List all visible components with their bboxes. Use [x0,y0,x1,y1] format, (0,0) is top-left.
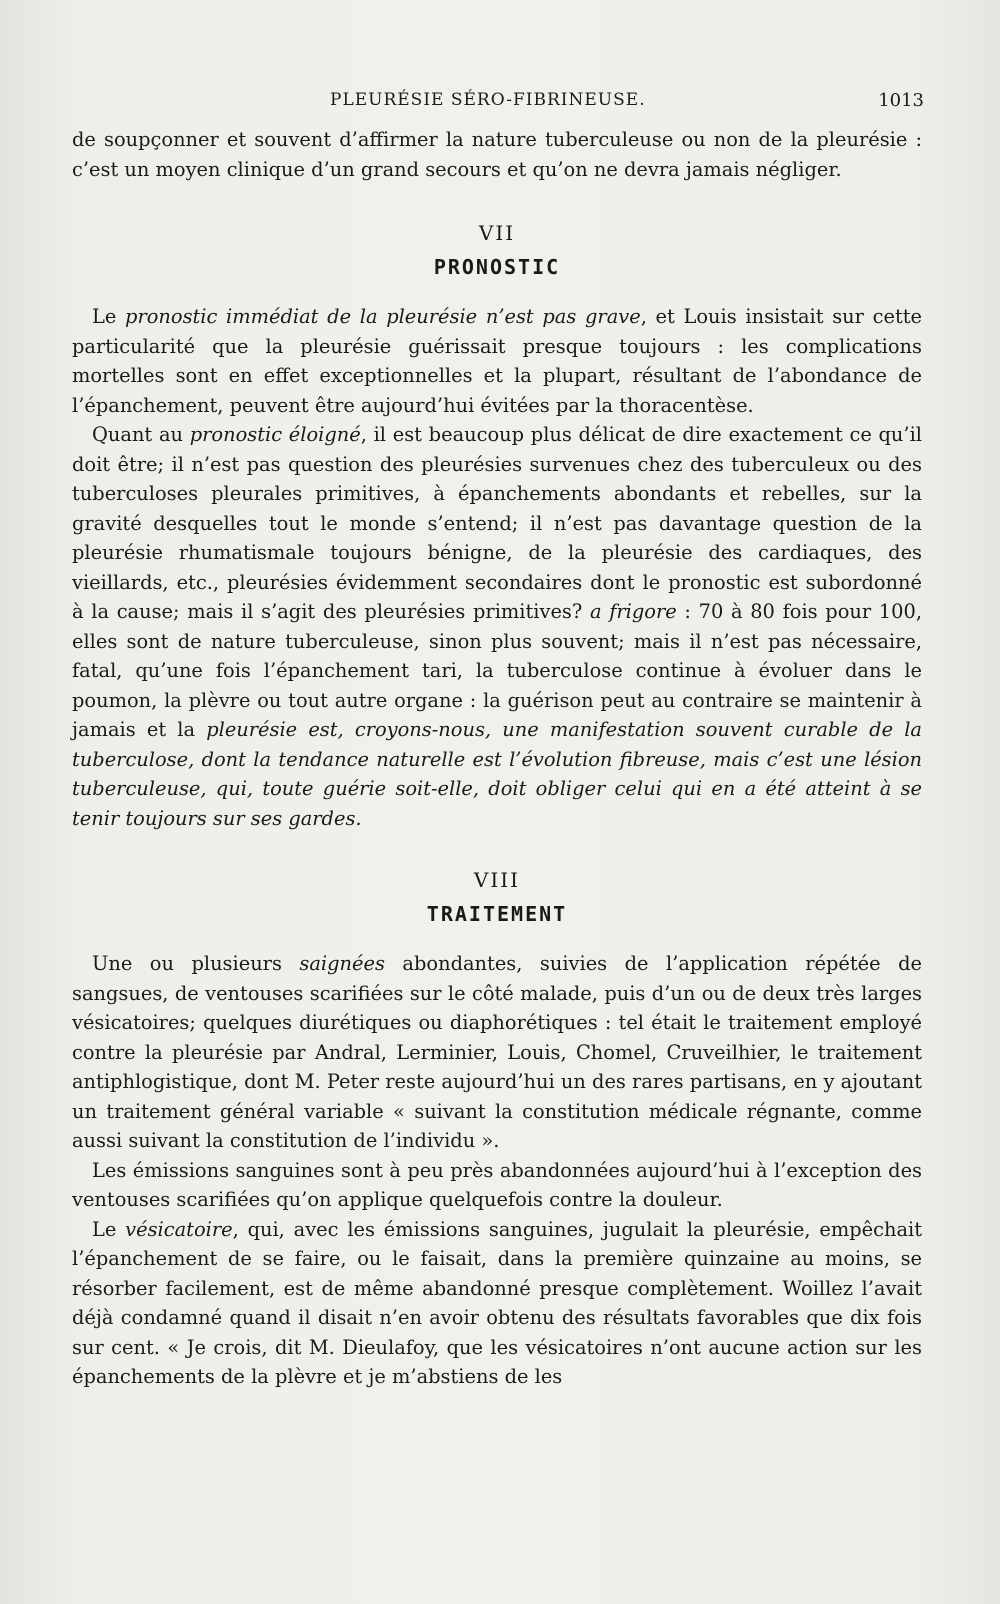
running-title: PLEURÉSIE SÉRO-FIBRINEUSE. [330,90,646,110]
intro-paragraph: de soupçonner et souvent d’affirmer la nature tuberculeuse ou non de la pleurésie : c’est un moyen clinique d’un grand secours et qu’on ne devra jamais négliger. [72,128,922,181]
section-title-traitement: TRAITEMENT [426,902,568,926]
pronostic-paragraph-1: Le pronostic immédiat de la pleurésie n’est pas grave, et Louis insistait sur cette particularité que la pleurésie guérissait presque toujours : les complications mortelles sont en effet exceptionnelles et la plupart, résultant de l’abondance de l’épanchement, peuvent être aujourd’hui évitées par la thoracentèse. [72,305,922,417]
traitement-paragraph-1: Une ou plusieurs saignées abondantes, suivies de l’application répétée de sangsues, de ventouses scarifiées sur le côté malade, puis d’un ou de deux très larges vésicatoires; quelques diurétiques ou diaphorétiques : tel était le traitement employé contre la pleurésie par Andral, Lerminier, Louis, Chomel, Cruveilhier, le traitement antiphlogistique, dont M. Peter reste aujourd’hui un des rares partisans, en y ajoutant un traitement général variable « suivant la constitution médicale régnante, comme aussi suivant la constitution de l’individu ». [72,952,922,1152]
body-text [72,125,922,1392]
pronostic-paragraph-2: Quant au pronostic éloigné, il est beaucoup plus délicat de dire exactement ce qu’il doit être; il n’est pas question des pleurésies survenues chez des tuberculeux ou des tuberculoses pleurales primitives, à épanchements abondants et rebelles, sur la gravité desquelles tout le monde s’entend; il n’est pas davantage question de la pleurésie rhumatismale toujours bénigne, de la pleurésie des cardiaques, des vieillards, etc., pleurésies évidemment secondaires dont le pronostic est subordonné à la cause; mais il s’agit des pleurésies primitives? a frigore : 70 à 80 fois pour 100, elles sont de nature tuberculeuse, sinon plus souvent; mais il n’est pas nécessaire, fatal, qu’une fois l’épanchement tari, la tuberculose continue à évoluer dans le poumon, la plèvre ou tout autre organe : la guérison peut au contraire se maintenir à jamais et la pleurésie est, croyons-nous, une manifestation souvent curable de la tuberculose, dont la tendance naturelle est l’évolution fibreuse, mais c’est une lésion tuberculeuse, qui, toute guérie soit-elle, doit obliger celui qui en a été atteint à se tenir toujours sur ses gardes. [72,423,922,830]
section-numeral-vii: VII [478,221,516,245]
section-numeral-viii: VIII [473,868,521,892]
running-head [0,90,1000,120]
section-title-pronostic: PRONOSTIC [433,255,561,279]
traitement-paragraph-2: Les émissions sanguines sont à peu près abandonnées aujourd’hui à l’exception des ventouses scarifiées qu’on applique quelquefois contre la douleur. [72,1158,922,1211]
traitement-paragraph-3: Le vésicatoire, qui, avec les émissions sanguines, jugulait la pleurésie, empêchait l’épanchement de se faire, ou le faisait, dans la première quinzaine au moins, se résorber facilement, est de même abandonné presque complètement. Woillez l’avait déjà condamné quand il disait n’en avoir obtenu des résultats favorables que dix fois sur cent. « Je crois, dit M. Dieulafoy, que les vésicatoires n’ont aucune action sur les épanchements de la plèvre et je m’abstiens de les [72,1217,923,1388]
page-number: 1013 [878,90,924,111]
